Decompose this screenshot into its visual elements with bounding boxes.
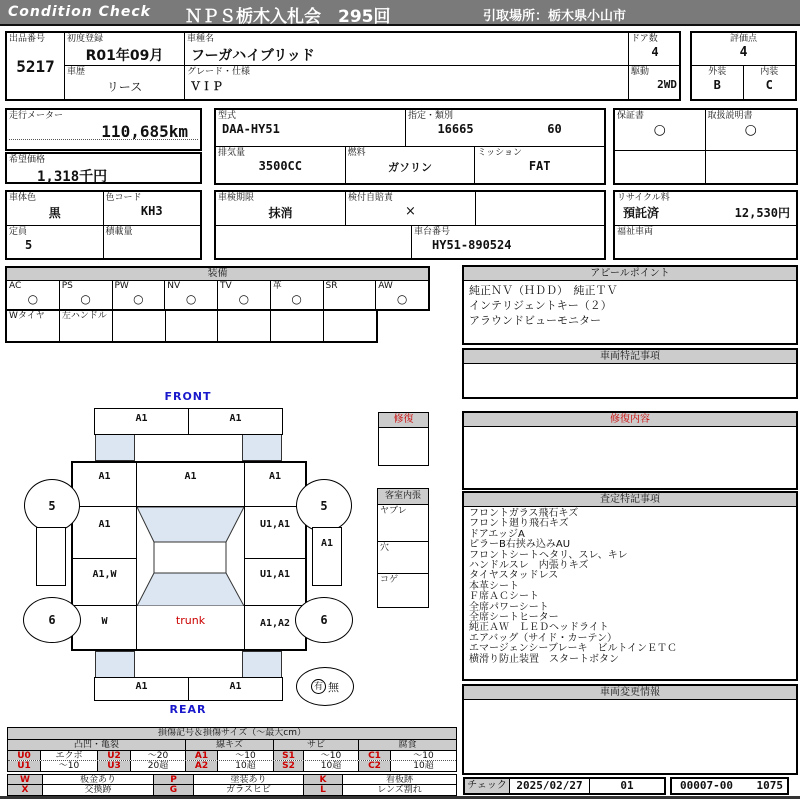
legend-value: 塗装あり — [194, 775, 304, 784]
repair-mini-box — [378, 412, 429, 466]
model-code-label: 型式 — [218, 111, 237, 121]
legend-code: U2 — [98, 751, 131, 760]
cabin-row-burn — [378, 574, 428, 604]
rocker-right: A1 — [312, 527, 342, 586]
legend-code: C1 — [359, 751, 391, 760]
front-bumper — [94, 408, 283, 435]
page-bottom-border — [0, 796, 800, 799]
equipment-header — [5, 266, 430, 281]
appeal-line: 純正ＮＶ（ＨＤＤ） 純正ＴＶ — [469, 284, 618, 297]
header-bar — [0, 0, 800, 26]
body-color: 黒 — [48, 206, 61, 220]
insurance-cell — [346, 192, 476, 225]
history-value: リース — [106, 80, 143, 94]
equip-extra-cell — [60, 310, 113, 341]
change-info-box — [462, 684, 798, 775]
panel-right-quarter: A1,A2 — [244, 606, 305, 649]
capacity-value: 5 — [25, 238, 33, 252]
legend-value: ～10 — [41, 761, 98, 771]
legend-row-2 — [8, 761, 456, 771]
asking-price-label: 希望価格 — [9, 155, 46, 165]
equip-extra-cell — [324, 310, 376, 341]
doc-seq: 1075 — [756, 779, 783, 792]
cabin-row-label: ヤブレ — [380, 506, 407, 516]
check-label: チェック — [465, 779, 510, 793]
equip-label: PS — [61, 281, 73, 291]
chassis-label: 車台番号 — [414, 227, 451, 237]
grade-value: ＶＩＰ — [190, 80, 223, 93]
exterior-cell — [692, 66, 744, 99]
assessment-notes-box — [462, 491, 798, 681]
manual-label: 取扱説明書 — [707, 111, 753, 121]
check-code: 01 — [620, 779, 634, 792]
equip-label: 革 — [272, 281, 282, 291]
equip-mark: ○ — [185, 292, 197, 306]
color-code-cell — [104, 192, 201, 225]
color-code: KH3 — [140, 204, 163, 218]
legend-value: 20超 — [131, 761, 186, 771]
class-number-2: 60 — [547, 122, 562, 136]
model-name-label: 車種名 — [187, 34, 215, 44]
equip-cell-pw — [113, 280, 166, 309]
transmission-label: ミッション — [477, 148, 522, 158]
front-pillar-right — [242, 435, 282, 461]
cabin-row-label: 穴 — [380, 543, 390, 553]
vehicle-info-box — [5, 31, 681, 101]
score-cell — [692, 33, 795, 66]
equip-mark: ○ — [80, 292, 91, 306]
change-info-header: 車両変更情報 — [464, 686, 796, 700]
equip-label: NV — [167, 281, 181, 291]
recycle-fee: 12,530円 — [734, 206, 790, 220]
class-label: 指定・類別 — [408, 111, 454, 121]
class-number-1: 16665 — [437, 122, 474, 136]
rear-bumper-right-cell: A1 — [229, 681, 242, 692]
equip-mark: ○ — [396, 292, 408, 306]
assessment-line: フロントガラス飛石キズ — [469, 508, 579, 519]
legend-value: 10超 — [413, 761, 434, 771]
spare-tire-oval — [296, 667, 354, 706]
legend-group: 線キズ — [186, 740, 274, 750]
recycle-status: 預託済 — [623, 206, 660, 220]
spare-none-mark: 無 — [328, 680, 339, 694]
legend-title: 損傷記号＆損傷サイズ（～最大cm） — [8, 728, 456, 740]
chassis-empty-cell — [216, 226, 412, 258]
pickup-location: 引取場所：栃木県小山市 — [483, 9, 627, 24]
legend-row-1 — [8, 751, 456, 761]
legend-group: 腐食 — [359, 740, 456, 750]
cabin-row-label: コゲ — [380, 575, 399, 585]
legend-value: ～10 — [304, 751, 359, 760]
vehicle-notes-box — [462, 348, 798, 399]
panel-right-front-door: U1,A1 — [244, 507, 305, 559]
legend-code: W — [8, 775, 43, 784]
model-code: DAA-HY51 — [222, 122, 280, 136]
equipment-row-main — [5, 280, 430, 311]
legend-code: K — [304, 775, 343, 784]
check-row-box — [463, 777, 666, 795]
front-bumper-right-cell: A1 — [229, 413, 242, 424]
panel-left-fender: A1 — [73, 463, 137, 507]
panel-left-quarter: W — [73, 606, 137, 649]
legend-value: 交換跡 — [43, 785, 154, 795]
appeal-line: インテリジェントキー（２） — [469, 299, 612, 312]
front-pillar-left — [95, 435, 135, 461]
rear-label: REAR — [169, 703, 207, 716]
score-value: 4 — [739, 45, 748, 60]
equip-extra-label — [324, 310, 376, 312]
damage-legend-table — [7, 727, 457, 772]
equip-extra-cell — [218, 310, 271, 341]
legend-code: U1 — [8, 761, 41, 771]
front-bumper-left-cell: A1 — [95, 409, 189, 434]
fuel-value: ガソリン — [388, 161, 432, 174]
equip-extra-cell — [271, 310, 324, 341]
warranty-cell — [615, 110, 706, 150]
model-code-cell — [216, 110, 406, 146]
inspection-label: 車検期限 — [218, 193, 255, 203]
assessment-line: 全席シートヒーター — [469, 612, 559, 624]
grade-cell — [185, 66, 629, 99]
condition-check-logo: Condition Check — [8, 4, 151, 20]
assessment-line: ピラーB右挟み込みAU — [469, 539, 571, 551]
fuel-label: 燃料 — [347, 148, 366, 158]
legend-value: ～10 — [218, 751, 274, 760]
cabin-row-tear — [378, 505, 428, 542]
inspection-value: 抹消 — [268, 206, 293, 220]
lot-number: 5217 — [16, 57, 55, 76]
legend-code: X — [8, 785, 43, 795]
rear-pillar-left — [95, 651, 135, 677]
damage-legend-table-2 — [7, 774, 457, 796]
chassis-cell — [412, 226, 604, 258]
grade-label: グレード・仕様 — [187, 67, 251, 77]
warranty-label: 保証書 — [617, 111, 645, 121]
inspection-cell — [216, 192, 346, 225]
odometer-box — [5, 108, 202, 151]
lot-number-cell — [7, 33, 65, 99]
rear-pillar-right — [242, 651, 282, 677]
equip-cell-sr — [324, 280, 377, 309]
equip-extra-cell — [7, 310, 60, 341]
rear-bumper-left-cell: A1 — [95, 678, 189, 700]
first-registration: R01年09月 — [85, 48, 164, 64]
legend-code: G — [154, 785, 194, 795]
assessment-line: 純正ＡＷ ＬＥＤヘッドライト — [469, 622, 609, 634]
exterior-grade: B — [713, 78, 721, 92]
glass-roof-graphic — [137, 507, 244, 606]
doc-number: 00007-00 — [680, 779, 733, 792]
legend-value: ガラスヒビ — [194, 785, 304, 795]
front-label: FRONT — [164, 390, 212, 403]
appeal-points-header: アピールポイント — [464, 267, 796, 281]
equip-cell-leather — [271, 280, 324, 309]
equip-cell-ps — [60, 280, 113, 309]
capacity-label: 定員 — [9, 227, 28, 237]
load-label: 積載量 — [105, 227, 133, 237]
legend-row-3 — [8, 775, 456, 785]
drive-label: 駆動 — [631, 67, 650, 77]
transmission-value: FAT — [528, 159, 551, 173]
equip-extra-label: Wタイヤ — [9, 311, 45, 321]
cabin-interior-box — [377, 488, 429, 608]
odometer-divider — [9, 139, 198, 140]
legend-code: S1 — [274, 751, 304, 760]
body-color-cell — [7, 192, 104, 225]
equip-label: AW — [378, 281, 393, 291]
documents-box — [613, 108, 798, 185]
assessment-line: フロント廻り飛石キズ — [469, 518, 569, 530]
equip-extra-label — [271, 310, 323, 312]
legend-code: U0 — [8, 751, 41, 760]
legend-value: ～10 — [413, 751, 434, 760]
appeal-points-box — [462, 265, 798, 345]
tire-rear-left: 6 — [23, 597, 81, 643]
legend-code: C2 — [359, 761, 391, 771]
tire-front-left: 5 — [24, 479, 80, 532]
equip-extra-label — [113, 310, 165, 312]
tire-rear-right: 6 — [295, 597, 353, 643]
assessment-line: 全席パワーシート — [469, 601, 549, 613]
model-name: フーガハイブリッド — [191, 48, 315, 64]
assessment-line: タイヤスタッドレス — [469, 570, 559, 582]
first-registration-cell — [65, 33, 185, 66]
auction-title: ＮＰＳ栃木入札会 295回 — [185, 7, 391, 27]
repair-content-header: 修復内容 — [464, 413, 796, 427]
equipment-row-extra — [5, 310, 378, 343]
equip-mark: ○ — [238, 292, 250, 306]
legend-value: エクボ — [41, 751, 98, 760]
assessment-line: Ｆ席ＡＣシート — [469, 591, 539, 603]
displacement-value: 3500CC — [258, 159, 303, 173]
body-color-label: 車体色 — [9, 193, 37, 203]
manual-cell — [706, 110, 797, 150]
cabin-row-hole — [378, 542, 428, 574]
exterior-label: 外装 — [708, 67, 727, 77]
doc-number-box — [670, 777, 789, 795]
recycle-label: リサイクル料 — [617, 193, 670, 203]
load-cell — [104, 226, 201, 258]
model-name-cell — [185, 33, 629, 66]
equip-cell-nv — [165, 280, 218, 309]
capacity-cell — [7, 226, 104, 258]
assessment-line: ハンドルスレ 内張りキズ — [469, 560, 589, 572]
recycle-box — [613, 190, 798, 260]
odometer-value: 110,685km — [101, 122, 188, 141]
vehicle-notes-header: 車両特記事項 — [464, 350, 796, 364]
drive-value: 2WD — [657, 78, 677, 91]
assessment-line: フロントシートヘタリ、スレ、キレ — [469, 549, 628, 561]
equip-mark: ○ — [133, 292, 144, 306]
doors-label: ドア数 — [631, 34, 658, 44]
assessment-line: エマージェンシーブレーキ ビルトインＥＴＣ — [469, 643, 677, 655]
doors-value: 4 — [651, 45, 659, 59]
assessment-notes-header: 査定特記事項 — [464, 493, 796, 507]
legend-value: 看板跡 — [385, 775, 413, 784]
legend-value: レンズ割れ — [377, 785, 422, 795]
inspection-box — [214, 190, 606, 260]
panel-trunk: trunk — [175, 614, 206, 627]
legend-group: サビ — [274, 740, 359, 750]
insurance-label: 検付自賠責 — [348, 193, 394, 203]
rocker-left — [36, 527, 66, 586]
legend-code: A1 — [186, 751, 218, 760]
panel-left-rear-door: A1,W — [73, 559, 137, 606]
legend-value: 10超 — [218, 761, 274, 771]
check-date: 2025/02/27 — [510, 779, 590, 793]
equip-cell-aw — [376, 280, 428, 309]
equip-mark: ○ — [27, 292, 39, 306]
equip-extra-cell — [166, 310, 219, 341]
legend-code: P — [154, 775, 194, 784]
equip-label: PW — [114, 281, 129, 291]
warranty-mark: ○ — [653, 122, 666, 138]
equip-extra-label — [218, 310, 270, 312]
equip-cell-tv — [218, 280, 271, 309]
legend-value: 10超 — [304, 761, 359, 771]
drive-cell — [629, 66, 681, 99]
equipment-title: 装備 — [207, 268, 228, 279]
assessment-line: エアバッグ（サイド・カーテン） — [469, 632, 617, 644]
assessment-line: ドアエッジA — [469, 528, 525, 540]
legend-group: 凸凹・亀裂 — [8, 740, 186, 750]
displacement-label: 排気量 — [218, 148, 246, 158]
asking-price-box — [5, 152, 202, 184]
equip-extra-cell — [113, 310, 166, 341]
class-cell — [406, 110, 604, 146]
welfare-label: 福祉車両 — [617, 227, 654, 237]
appeal-line: アラウンドビューモニター — [469, 314, 601, 327]
spare-has-mark: 有 — [311, 679, 326, 694]
equip-mark: ○ — [291, 292, 302, 306]
legend-code: A2 — [186, 761, 218, 771]
panel-left-front-door: A1 — [73, 507, 137, 559]
docs-empty-cell-1 — [615, 151, 706, 183]
interior-cell — [744, 66, 796, 99]
fuel-cell — [346, 147, 476, 183]
legend-code: L — [304, 785, 343, 795]
legend-value: ～20 — [131, 751, 186, 760]
assessment-line: 本革シート — [469, 580, 519, 592]
first-registration-label: 初度登録 — [67, 34, 104, 44]
inspection-empty-cell — [476, 192, 604, 225]
interior-grade: C — [765, 78, 773, 92]
panel-right-rear-door: U1,A1 — [244, 559, 305, 606]
displacement-cell — [216, 147, 346, 183]
legend-group-row — [8, 740, 456, 751]
legend-row-4 — [8, 785, 456, 795]
body-color-box — [5, 190, 202, 260]
interior-label: 内装 — [760, 67, 779, 77]
color-code-label: 色コード — [105, 193, 142, 203]
panel-right-fender: A1 — [244, 463, 305, 507]
legend-code: U3 — [98, 761, 131, 771]
panel-hood: A1 — [137, 463, 244, 507]
spec-box — [214, 108, 606, 185]
chassis-number: HY51-890524 — [432, 238, 512, 252]
lot-number-label: 出品番号 — [9, 34, 46, 44]
equip-extra-label: 左ハンドル — [61, 311, 107, 321]
equip-extra-label — [166, 310, 218, 312]
assessment-line: 横滑り防止装置 スタートボタン — [469, 653, 619, 665]
docs-empty-cell-2 — [706, 151, 797, 183]
score-box — [690, 31, 797, 101]
history-cell — [65, 66, 185, 99]
rear-bumper — [94, 677, 283, 701]
car-body-map — [71, 461, 307, 651]
equip-label: SR — [325, 281, 338, 291]
legend-value: 板金あり — [43, 775, 154, 784]
transmission-cell — [475, 147, 604, 183]
legend-code: S2 — [274, 761, 304, 771]
history-label: 車歴 — [67, 67, 86, 77]
tire-front-right: 5 — [296, 479, 352, 532]
manual-mark: ○ — [744, 122, 757, 138]
doors-cell — [629, 33, 681, 66]
equip-label: TV — [220, 281, 232, 291]
cabin-interior-header: 客室内張 — [378, 489, 428, 505]
equip-cell-ac — [7, 280, 60, 309]
insurance-mark: × — [405, 204, 416, 219]
asking-price-value: 1,318千円 — [37, 169, 108, 185]
odometer-label: 走行メーター — [9, 111, 64, 121]
score-label: 評価点 — [729, 34, 757, 44]
equip-label: AC — [9, 281, 22, 291]
repair-mini-header: 修復 — [379, 413, 428, 428]
repair-content-box — [462, 411, 798, 490]
